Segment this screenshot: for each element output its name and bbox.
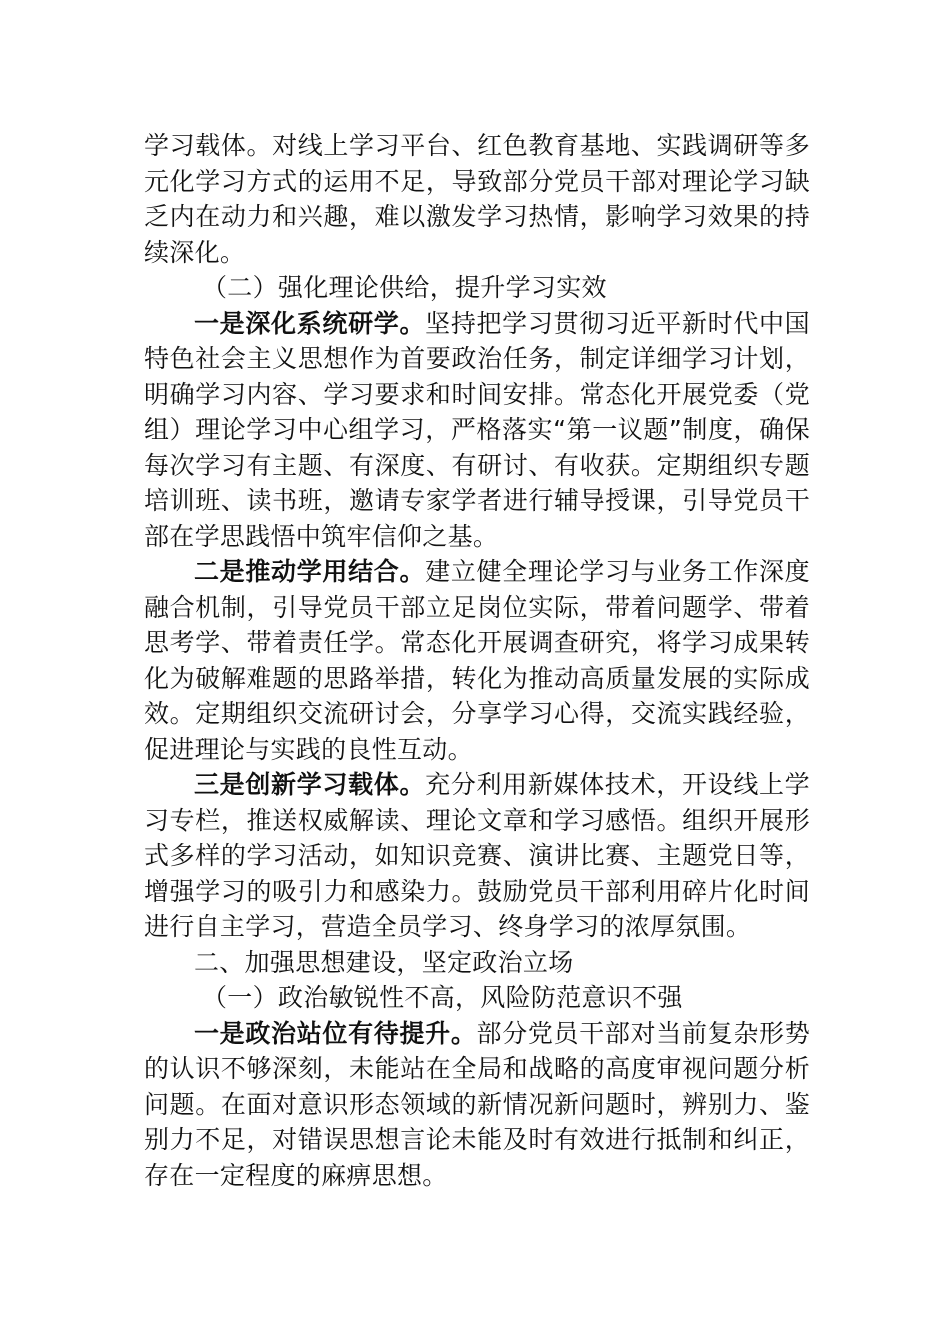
- paragraph-lead: 二是推动学用结合。: [194, 557, 426, 586]
- paragraph: [144, 554, 810, 767]
- section-heading: 二、加强思想建设，坚定政治立场: [194, 947, 574, 977]
- paragraph-text: 充分利用新媒体技术，开设线上学习专栏，推送权威解读、理论文章和学习感悟。组织开展形式多样的学习活动，如知识竞赛、演讲比赛、主题党日等，增强学习的吸引力和感染力。鼓励党员干部利用碎片化时间进行自主学习，营造全员学习、终身学习的浓厚氛围。: [144, 770, 810, 941]
- paragraph: [144, 306, 810, 555]
- paragraph-text: 建立健全理论学习与业务工作深度融合机制，引导党员干部立足岗位实际，带着问题学、带着思考学、带着责任学。常态化开展调查研究，将学习成果转化为破解难题的思路举措，转化为推动高质量发展的实际成效。定期组织交流研讨会，分享学习心得，交流实践经验，促进理论与实践的良性互动。: [144, 557, 810, 764]
- paragraph-text: 部分党员干部对当前复杂形势的认识不够深刻，未能站在全局和战略的高度审视问题分析问题。在面对意识形态领域的新情况新问题时，辨别力、鉴别力不足，对错误思想言论未能及时有效进行抵制和纠正，存在一定程度的麻痹思想。: [144, 1018, 810, 1190]
- document-page: [144, 128, 810, 1193]
- paragraph-text: 坚持把学习贯彻习近平新时代中国特色社会主义思想作为首要政治任务，制定详细学习计划，明确学习内容、学习要求和时间安排。常态化开展党委（党组）理论学习中心组学习，严格落实“第一议题”制度，确保每次学习有主题、有深度、有研讨、有收获。定期组织专题培训班、读书班，邀请专家学者进行辅导授课，引导党员干部在学思践悟中筑牢信仰之基。: [144, 308, 810, 551]
- paragraph-lead: 一是深化系统研学。: [194, 308, 426, 338]
- subsection-heading: （一）政治敏锐性不高，风险防范意识不强: [202, 983, 683, 1012]
- paragraph: [144, 767, 810, 945]
- paragraph-lead: 三是创新学习载体。: [194, 770, 426, 799]
- paragraph: [144, 1016, 810, 1194]
- paragraph-continued: [144, 128, 810, 270]
- paragraph-text: 学习载体。对线上学习平台、红色教育基地、实践调研等多元化学习方式的运用不足，导致部分党员干部对理论学习缺乏内在动力和兴趣，难以激发学习热情，影响学习效果的持续深化。: [144, 131, 810, 267]
- paragraph-lead: 一是政治站位有待提升。: [194, 1018, 477, 1048]
- subsection-heading: （二）强化理论供给，提升学习实效: [202, 273, 607, 302]
